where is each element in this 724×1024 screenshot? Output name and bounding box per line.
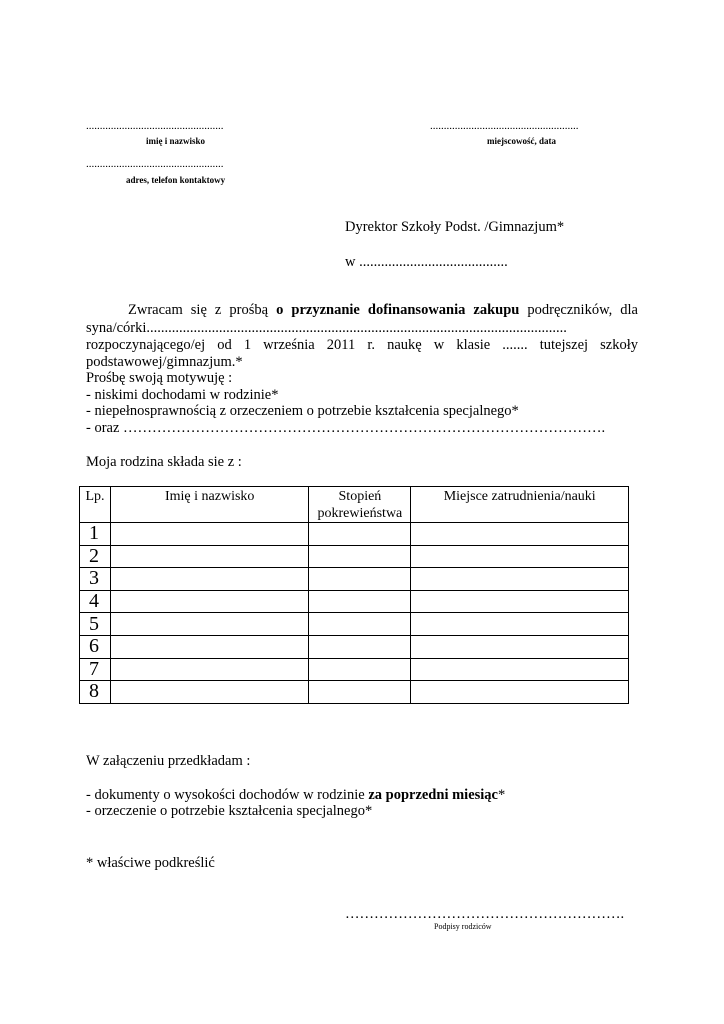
header-relationship: Stopień pokrewieństwa [309, 487, 411, 523]
table-row [80, 681, 629, 704]
relationship-cell[interactable] [309, 545, 411, 568]
intro-start: Zwracam się z prośbą [128, 302, 277, 318]
name-cell[interactable] [110, 635, 308, 658]
signature-dots: …………………………………………………. [345, 906, 625, 922]
row-number: 2 [80, 545, 111, 568]
intro-end: podręczników, dla [519, 302, 638, 318]
name-cell[interactable] [110, 681, 308, 704]
row-number: 8 [80, 681, 111, 704]
relationship-cell[interactable] [309, 590, 411, 613]
name-cell[interactable] [110, 568, 308, 591]
name-cell[interactable] [110, 545, 308, 568]
relationship-cell[interactable] [309, 635, 411, 658]
recipient-line-1: Dyrektor Szkoły Podst. /Gimnazjum* [345, 219, 565, 235]
row-number: 7 [80, 658, 111, 681]
school-start-line: rozpoczynającego/ej od 1 września 2011 r. naukę w klasie ....... tutejszej szkoły [86, 337, 638, 353]
workplace-cell[interactable] [411, 658, 629, 681]
place-date-field-dots: ...................................................... [430, 120, 579, 132]
name-cell[interactable] [110, 523, 308, 546]
address-field-dots: .................................................. [86, 158, 224, 170]
table-row [80, 613, 629, 636]
name-cell[interactable] [110, 613, 308, 636]
relationship-cell[interactable] [309, 568, 411, 591]
row-number: 5 [80, 613, 111, 636]
table-row [80, 635, 629, 658]
relationship-cell[interactable] [309, 523, 411, 546]
name-cell[interactable] [110, 590, 308, 613]
workplace-cell[interactable] [411, 613, 629, 636]
attachment-item [86, 787, 505, 804]
address-field-label: adres, telefon kontaktowy [126, 175, 226, 185]
attachment-asterisk: * [498, 787, 506, 803]
row-number: 3 [80, 568, 111, 591]
table-row [80, 545, 629, 568]
table-row [80, 568, 629, 591]
signature-label: Podpisy rodziców [434, 922, 492, 931]
workplace-cell[interactable] [411, 681, 629, 704]
attachment-text: - dokumenty o wysokości dochodów w rodzinie [86, 787, 369, 803]
place-date-field-label: miejscowość, data [487, 136, 556, 146]
child-name-line: syna/córki.................................................................................................................... [86, 320, 567, 336]
footnote: * właściwe podkreślić [86, 855, 215, 871]
table-row [80, 590, 629, 613]
name-field-dots: .................................................. [86, 120, 224, 132]
relationship-cell[interactable] [309, 658, 411, 681]
header-workplace: Miejsce zatrudnienia/nauki [411, 487, 629, 523]
reason-item: - niepełnosprawnością z orzeczeniem o potrzebie kształcenia specjalnego* [86, 403, 519, 419]
name-field-label: imię i nazwisko [146, 136, 206, 146]
row-number: 1 [80, 523, 111, 546]
motivation-heading: Prośbę swoją motywuję : [86, 370, 233, 386]
header-lp: Lp. [80, 487, 111, 523]
workplace-cell[interactable] [411, 635, 629, 658]
family-table [79, 486, 629, 704]
table-row [80, 523, 629, 546]
workplace-cell[interactable] [411, 590, 629, 613]
table-header-row [80, 487, 629, 523]
intro-bold: o przyznanie dofinansowania zakupu [276, 302, 520, 318]
name-cell[interactable] [110, 658, 308, 681]
row-number: 4 [80, 590, 111, 613]
attachments-heading: W załączeniu przedkładam : [86, 753, 251, 769]
attachment-item: - orzeczenie o potrzebie kształcenia specjalnego* [86, 803, 373, 819]
attachment-bold: za poprzedni miesiąc [368, 787, 498, 803]
table-row [80, 658, 629, 681]
family-heading: Moja rodzina składa sie z : [86, 454, 242, 470]
row-number: 6 [80, 635, 111, 658]
school-type-line: podstawowej/gimnazjum.* [86, 354, 243, 370]
relationship-cell[interactable] [309, 681, 411, 704]
reason-item: - oraz ………………………………………………………………………………………. [86, 420, 606, 436]
workplace-cell[interactable] [411, 568, 629, 591]
workplace-cell[interactable] [411, 523, 629, 546]
recipient-line-2: w ......................................... [345, 254, 508, 270]
header-name: Imię i nazwisko [110, 487, 308, 523]
request-intro [86, 302, 638, 319]
reason-item: - niskimi dochodami w rodzinie* [86, 387, 279, 403]
relationship-cell[interactable] [309, 613, 411, 636]
workplace-cell[interactable] [411, 545, 629, 568]
